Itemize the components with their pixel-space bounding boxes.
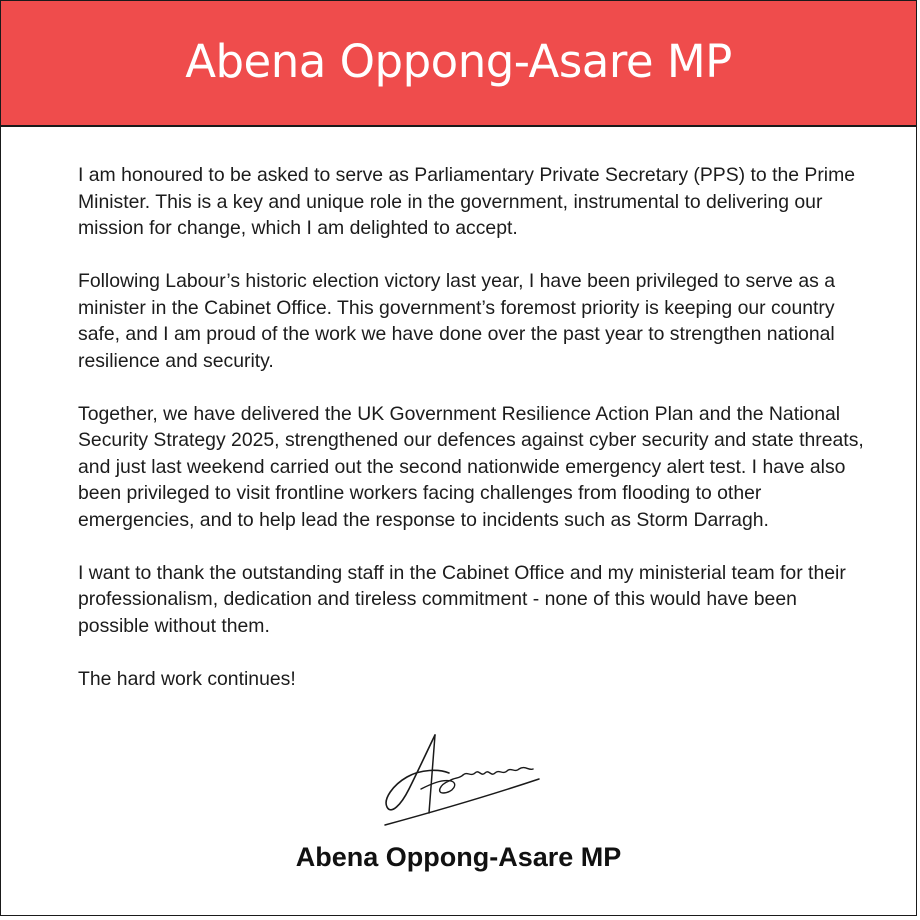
header-title: Abena Oppong-Asare MP (185, 35, 732, 88)
paragraph-1: I am honoured to be asked to serve as Parliamentary Private Secretary (PPS) to the Prime Minister. This is a key and unique role in the government, instrumental to delivering our mission for change, which I am delighted to accept. (78, 164, 856, 239)
header-banner (1, 1, 916, 127)
signer-name: Abena Oppong-Asare MP (295, 842, 622, 872)
paragraph-2: Following Labour’s historic election victory last year, I have been privileged to serve as a minister in the Cabinet Office. This government’s foremost priority is keeping our country safe, and I am proud of the work we have done over the past year to strengthen national resilience and security. (78, 270, 835, 372)
paragraph-4: I want to thank the outstanding staff in the Cabinet Office and my ministerial team for their professionalism, dedication and tireless commitment - none of this would have been possible without them. (78, 561, 846, 637)
letter-body (78, 162, 868, 719)
paragraph-3: Together, we have delivered the UK Government Resilience Action Plan and the National Security Strategy 2025, strengthened our defences against cyber security and state threats, and just last weekend carried out the second nationwide emergency alert test. I have also been privileged to visit frontline workers facing challenges from flooding to other emergencies, and to help lead the response to incidents such as Storm Darragh. (78, 402, 864, 531)
paragraph-5: The hard work continues! (78, 667, 296, 690)
signature-icon (379, 729, 544, 829)
